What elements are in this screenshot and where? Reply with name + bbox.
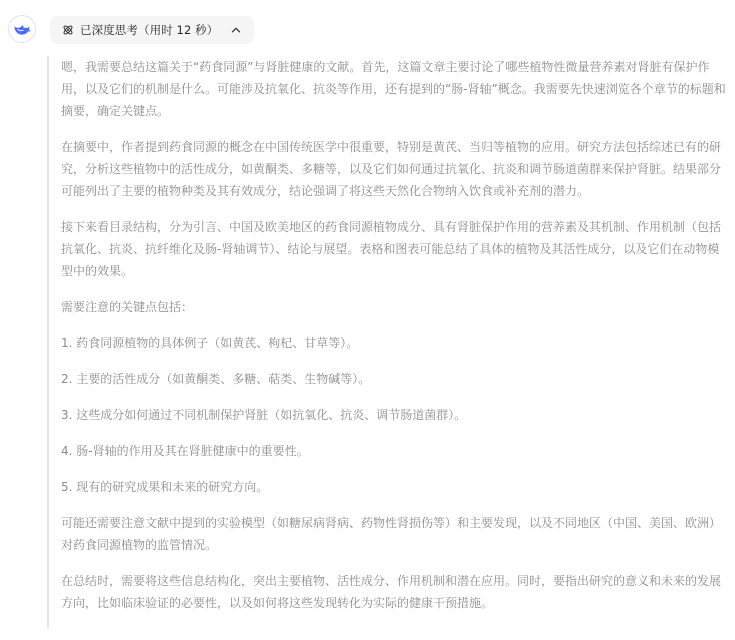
thinking-status-label: 已深度思考（用时 12 秒） — [80, 23, 219, 37]
deepseek-whale-logo-icon — [12, 19, 32, 39]
thought-list-item: 2. 主要的活性成分（如黄酮类、多糖、萜类、生物碱等）。 — [61, 372, 371, 386]
thought-paragraph: 需要注意的关键点包括： — [61, 300, 194, 314]
thought-list-item: 4. 肠-肾轴的作用及其在肾脏健康中的重要性。 — [61, 444, 309, 458]
thought-paragraph: 接下来看目录结构，分为引言、中国及欧美地区的药食同源植物成分、具有肾脏保护作用的营养素及其机制、作用机制（包括抗氧化、抗炎、抗纤维化及肠-肾轴调节）、结论与展望。表格和图表可能总结了具体的植物及其活性成分，以及它们在动物模型中的效果。 — [61, 220, 722, 278]
chevron-up-icon[interactable] — [230, 24, 242, 36]
thought-paragraph: 在摘要中，作者提到药食同源的概念在中国传统医学中很重要，特别是黄芪、当归等植物的应用。研究方法包括综述已有的研究，分析这些植物中的活性成分，如黄酮类、多糖等，以及它们如何通过抗氧化、抗炎和调节肠道菌群来保护肾脏。结果部分可能列出了主要的植物种类及其有效成分，结论强调了将这些天然化合物纳入饮食或补充剂的潜力。 — [61, 140, 722, 198]
thought-list-item: 3. 这些成分如何通过不同机制保护肾脏（如抗氧化、抗炎、调节肠道菌群）。 — [61, 408, 467, 422]
thought-paragraph: 嗯，我需要总结这篇关于“药食同源”与肾脏健康的文献。首先，这篇文章主要讨论了哪些植物性微量营养素对肾脏有保护作用，以及它们的机制是什么。可能涉及抗氧化、抗炎等作用，还有提到的“肠-肾轴”概念。我需要先快速浏览各个章节的标题和摘要，确定关键点。 — [61, 60, 726, 118]
atom-icon — [62, 24, 74, 36]
deep-thinking-toggle[interactable] — [50, 16, 254, 44]
assistant-avatar — [8, 15, 36, 43]
thinking-content — [47, 56, 727, 628]
thought-list-item: 5. 现有的研究成果和未来的研究方向。 — [61, 480, 269, 494]
thought-paragraph: 可能还需要注意文献中提到的实验模型（如糖尿病肾病、药物性肾损伤等）和主要发现，以及不同地区（中国、美国、欧洲）对药食同源植物的监管情况。 — [61, 516, 722, 552]
thought-paragraph: 在总结时，需要将这些信息结构化，突出主要植物、活性成分、作用机制和潜在应用。同时，要指出研究的意义和未来的发展方向，比如临床验证的必要性，以及如何将这些发现转化为实际的健康干预措施。 — [61, 574, 722, 610]
thought-list-item: 1. 药食同源植物的具体例子（如黄芪、枸杞、甘草等）。 — [61, 336, 359, 350]
